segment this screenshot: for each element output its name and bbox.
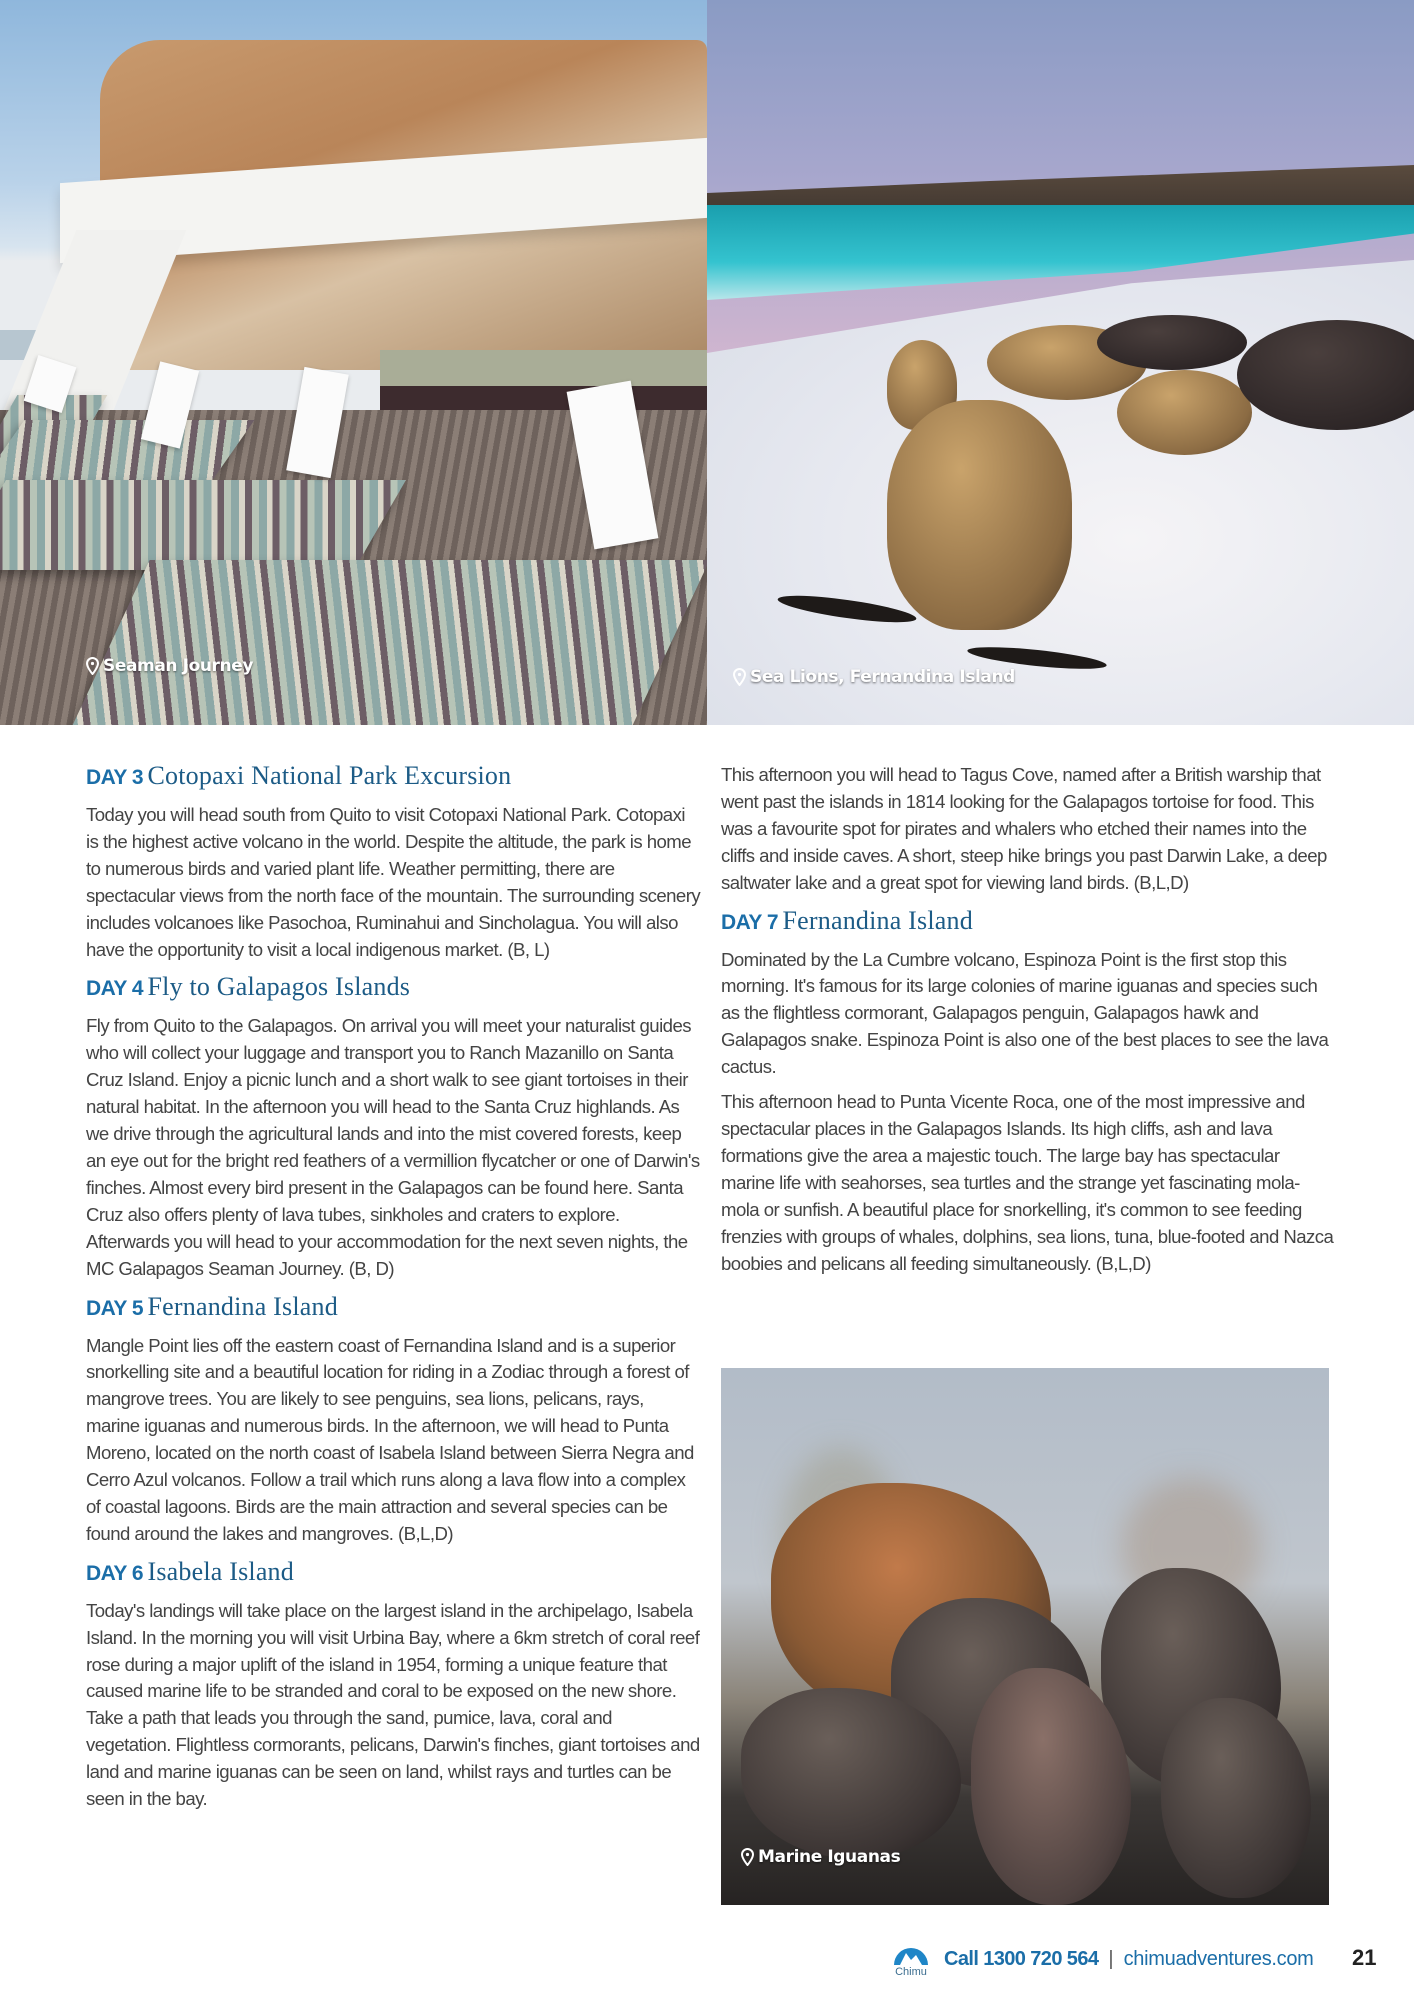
- day-heading: [86, 760, 701, 796]
- day-6-continuation: This afternoon you will head to Tagus Cove, named after a British warship that went past the islands in 1814 looking for the Galapagos tortoise for food. This was a favourite spot for pirates and whalers who etched their names into the cliffs and inside caves. A short, steep hike brings you past Darwin Lake, a deep saltwater lake and a great spot for viewing land birds. (B,L,D): [721, 764, 1327, 893]
- day-description: Dominated by the La Cumbre volcano, Espinoza Point is the first stop this morning. It's famous for its large colonies of marine iguanas and species such as the flightless cormorant, Galapagos penguin, Galapagos hawk and Galapagos snake. Espinoza Point is also one of the best places to see the lava cactus.: [721, 948, 1329, 1078]
- map-pin-icon: [733, 668, 746, 686]
- day-description: Mangle Point lies off the eastern coast of Fernandina Island and is a superior snorkelling site and a beautiful location for riding in a Zodiac through a forest of mangrove trees. You are likely to see penguins, sea lions, pelicans, rays, marine iguanas and numerous birds. In the afternoon, we will head to Punta Moreno, located on the north coast of Isabela Island between Sierra Negra and Cerro Azul volcanos. Follow a trail which runs along a lava flow into a complex of coastal lagoons. Birds are the main attraction and several species can be found around the lakes and mangroves. (B,L,D): [86, 1334, 694, 1544]
- photo-caption: [733, 667, 1015, 687]
- itinerary-day-4: [86, 971, 701, 1282]
- logo-text: Chimu: [895, 1965, 927, 1978]
- itinerary-right-column: [721, 762, 1336, 1285]
- day-title: Fernandina Island: [147, 1291, 338, 1321]
- day-description: Today's landings will take place on the largest island in the archipelago, Isabela Island. In the morning you will visit Urbina Bay, where a 6km stretch of coral reef rose during a major uplift of the island in 1954, forming a unique feature that caused marine life to be stranded and coral to be exposed on the new shore. Take a path that leads you through the sand, pumice, lava, coral and vegetation. Flightless cormorants, pelicans, Darwin's finches, giant tortoises and land and marine iguanas can be seen on land, whilst rays and turtles can be seen in the bay.: [86, 1599, 700, 1810]
- day-title: Cotopaxi National Park Excursion: [147, 761, 512, 790]
- itinerary-day-6: [86, 1556, 701, 1813]
- day-number: DAY 7: [721, 910, 779, 934]
- day-heading: [721, 905, 1336, 941]
- itinerary-left-column: [86, 760, 701, 1821]
- photo-seaman-journey: [0, 0, 707, 725]
- distant-land: [707, 165, 1414, 205]
- itinerary-day-5: [86, 1291, 701, 1548]
- day-heading: [86, 1291, 701, 1327]
- day-heading: [86, 1556, 701, 1592]
- sun-lounger: [0, 480, 406, 570]
- day-description: Today you will head south from Quito to visit Cotopaxi National Park. Cotopaxi is the highest active volcano in the world. Despite the altitude, the park is home to numerous birds and varied plant life. Weather permitting, there are spectacular views from the north face of the mountain. The surrounding scenery includes volcanoes like Pasochoa, Ruminahui and Sincholagua. You will also have the opportunity to visit a local indigenous market. (B, L): [86, 804, 701, 960]
- day-heading: [86, 971, 701, 1007]
- iguana: [1161, 1698, 1311, 1898]
- page-number: 21: [1352, 1945, 1377, 1970]
- sea-lion-pup: [1117, 370, 1252, 455]
- caption-text: Marine Iguanas: [758, 1847, 901, 1867]
- day-number: DAY 3: [86, 766, 144, 789]
- map-pin-icon: [741, 1848, 754, 1866]
- sea-lion-body: [887, 400, 1072, 630]
- photo-caption: [741, 1847, 900, 1867]
- photo-marine-iguanas: [721, 1368, 1329, 1905]
- sea-lion-sleeping: [1097, 315, 1247, 370]
- mountain-logo-icon: [892, 1941, 930, 1965]
- map-pin-icon: [86, 657, 99, 675]
- website-link[interactable]: chimuadventures.com: [1123, 1947, 1314, 1970]
- day-title: Fernandina Island: [782, 905, 973, 935]
- photo-caption: [86, 656, 253, 676]
- chimu-logo[interactable]: [888, 1941, 934, 1978]
- day-number: DAY 4: [86, 977, 144, 1001]
- day-description: This afternoon head to Punta Vicente Roca, one of the most impressive and spectacular places in the Galapagos Islands. Its high cliffs, ash and lava formations give the area a majestic touch. The large bay has spectacular marine life with seahorses, sea turtles and the strange yet fascinating mola-mola or sunfish. A beautiful place for snorkelling, it's common to see feeding frenzies with groups of whales, dolphins, sea lions, tuna, blue-footed and Nazca boobies and pelicans all feeding simultaneously. (B,L,D): [721, 1091, 1334, 1274]
- footer-separator: |: [1108, 1947, 1114, 1970]
- day-number: DAY 5: [86, 1296, 144, 1320]
- phone-number-link[interactable]: Call 1300 720 564: [944, 1947, 1099, 1970]
- page-footer: [888, 1935, 1314, 1983]
- sun-lounger: [70, 560, 707, 725]
- day-title: Fly to Galapagos Islands: [147, 972, 411, 1002]
- itinerary-day-7: [721, 905, 1336, 1278]
- day-title: Isabela Island: [147, 1556, 294, 1586]
- day-number: DAY 6: [86, 1561, 144, 1585]
- photo-sea-lions: [707, 0, 1414, 725]
- caption-text: Seaman Journey: [103, 656, 254, 676]
- caption-text: Sea Lions, Fernandina Island: [750, 667, 1015, 687]
- itinerary-day-3: [86, 760, 701, 963]
- day-description: Fly from Quito to the Galapagos. On arrival you will meet your naturalist guides who will collect your luggage and transport you to Ranch Mazanillo on Santa Cruz Island. Enjoy a picnic lunch and a short walk to see giant tortoises in their natural habitat. In the afternoon you will head to the Santa Cruz highlands. As we drive through the agricultural lands and into the mist covered forests, keep an eye out for the bright red feathers of a vermillion flycatcher or one of Darwin's finches. Almost every bird present in the Galapagos can be found here. Santa Cruz also offers plenty of lava tubes, sinkholes and craters to explore. Afterwards you will head to your accommodation for the next seven nights, the MC Galapagos Seaman Journey. (B, D): [86, 1015, 700, 1279]
